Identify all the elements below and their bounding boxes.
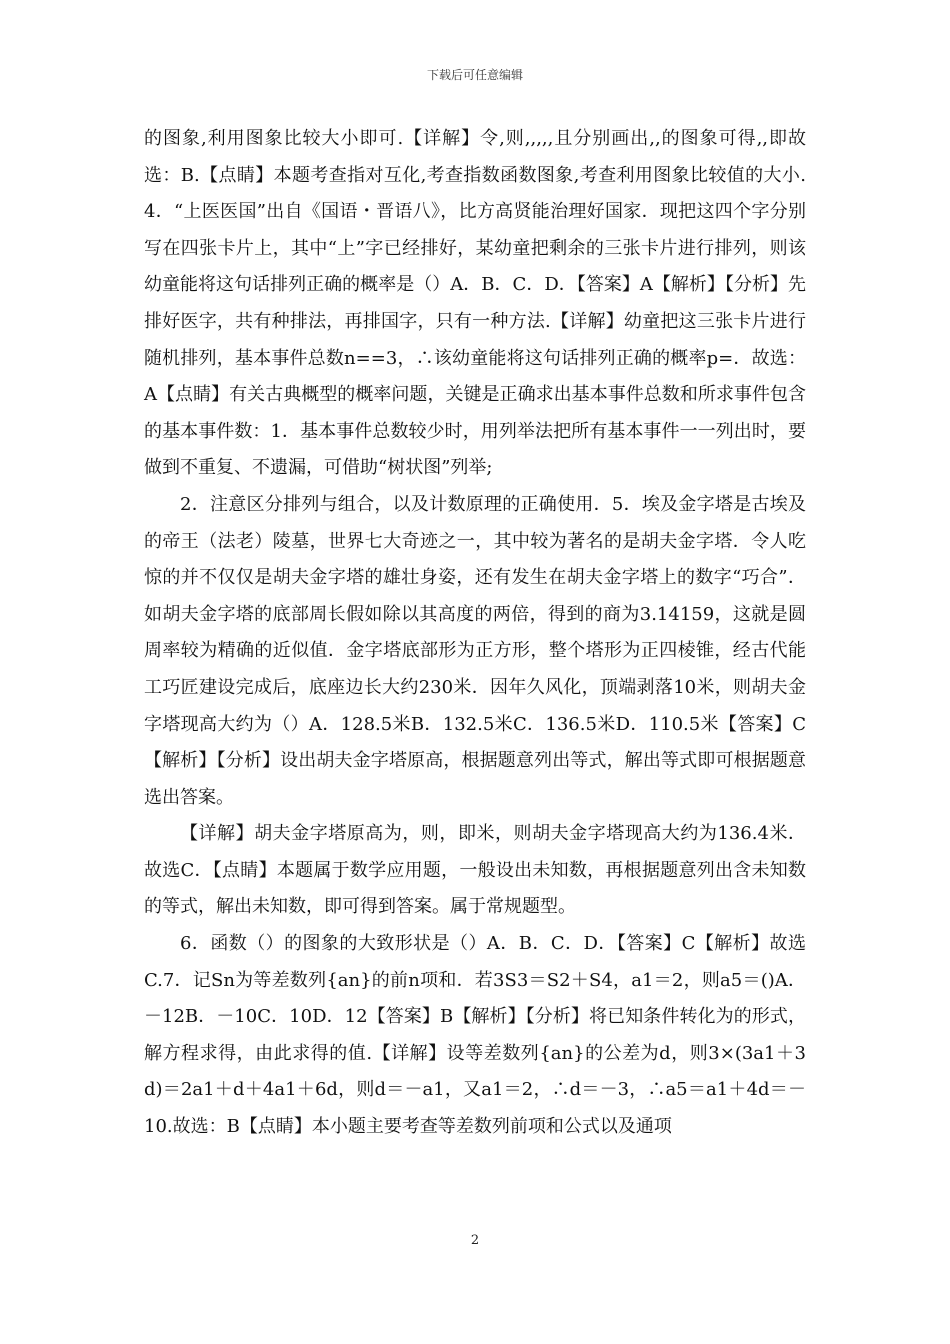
paragraph: 【详解】胡夫金字塔原高为，则，即米，则胡夫金字塔现高大约为136.4米．故选C．【点睛】本题属于数学应用题，一般设出未知数，再根据题意列出含未知数的等式，解出未知数，即可得到答案。属于常规题型。 (144, 823, 806, 918)
paragraph: 的图象,利用图象比较大小即可.【详解】令,则,,,,,且分别画出,,的图象可得,,即故选：B.【点睛】本题考查指对互化,考查指数函数图象,考查利用图象比较值的大小.4．“上医医国”出自《国语・晋语八》，比方高贤能治理好国家．现把这四个字分别写在四张卡片上，其中“上”字已经排好，某幼童把剩余的三张卡片进行排列，则该幼童能将这句话排列正确的概率是（）A．B．C．D．【答案】A【解析】【分析】先排好医字，共有种排法，再排国字，只有一种方法.【详解】幼童把这三张卡片进行随机排列，基本事件总数n==3，∴该幼童能将这句话排列正确的概率p=．故选：A【点睛】有关古典概型的概率问题，关键是正确求出基本事件总数和所求事件包含的基本事件数：1．基本事件总数较少时，用列举法把所有基本事件一一列出时，要做到不重复、不遗漏，可借助“树状图”列举; (144, 128, 806, 479)
document-body (144, 121, 806, 1146)
page-number: 2 (470, 1233, 480, 1248)
paragraph: 2．注意区分排列与组合，以及计数原理的正确使用．5．埃及金字塔是古埃及的帝王（法老）陵墓，世界七大奇迹之一，其中较为著名的是胡夫金字塔．令人吃惊的并不仅仅是胡夫金字塔的雄壮身姿，还有发生在胡夫金字塔上的数字“巧合”．如胡夫金字塔的底部周长假如除以其高度的两倍，得到的商为3.14159，这就是圆周率较为精确的近似值．金字塔底部形为正方形，整个塔形为正四棱锥，经古代能工巧匠建设完成后，底座边长大约230米．因年久风化，顶端剥落10米，则胡夫金字塔现高大约为（）A．128.5米B．132.5米C．136.5米D．110.5米【答案】C【解析】【分析】设出胡夫金字塔原高，根据题意列出等式，解出等式即可根据题意选出答案。 (144, 493, 806, 808)
page-header: 下载后可任意编辑 (426, 68, 523, 82)
paragraph: 6．函数（）的图象的大致形状是（）A．B．C．D．【答案】C【解析】故选C.7．记Sn为等差数列{an}的前n项和．若3S3＝S2＋S4，a1＝2，则a5＝()A．－12B．－10C．10D．12【答案】B【解析】【分析】将已知条件转化为的形式，解方程求得，由此求得的值.【详解】设等差数列{an}的公差为d，则3×(3a1＋3d)＝2a1＋d＋4a1＋6d，则d＝－a1，又a1＝2，∴d＝－3，∴a5＝a1＋4d＝－10.故选：B【点睛】本小题主要考查等差数列前项和公式以及通项 (144, 933, 806, 1138)
